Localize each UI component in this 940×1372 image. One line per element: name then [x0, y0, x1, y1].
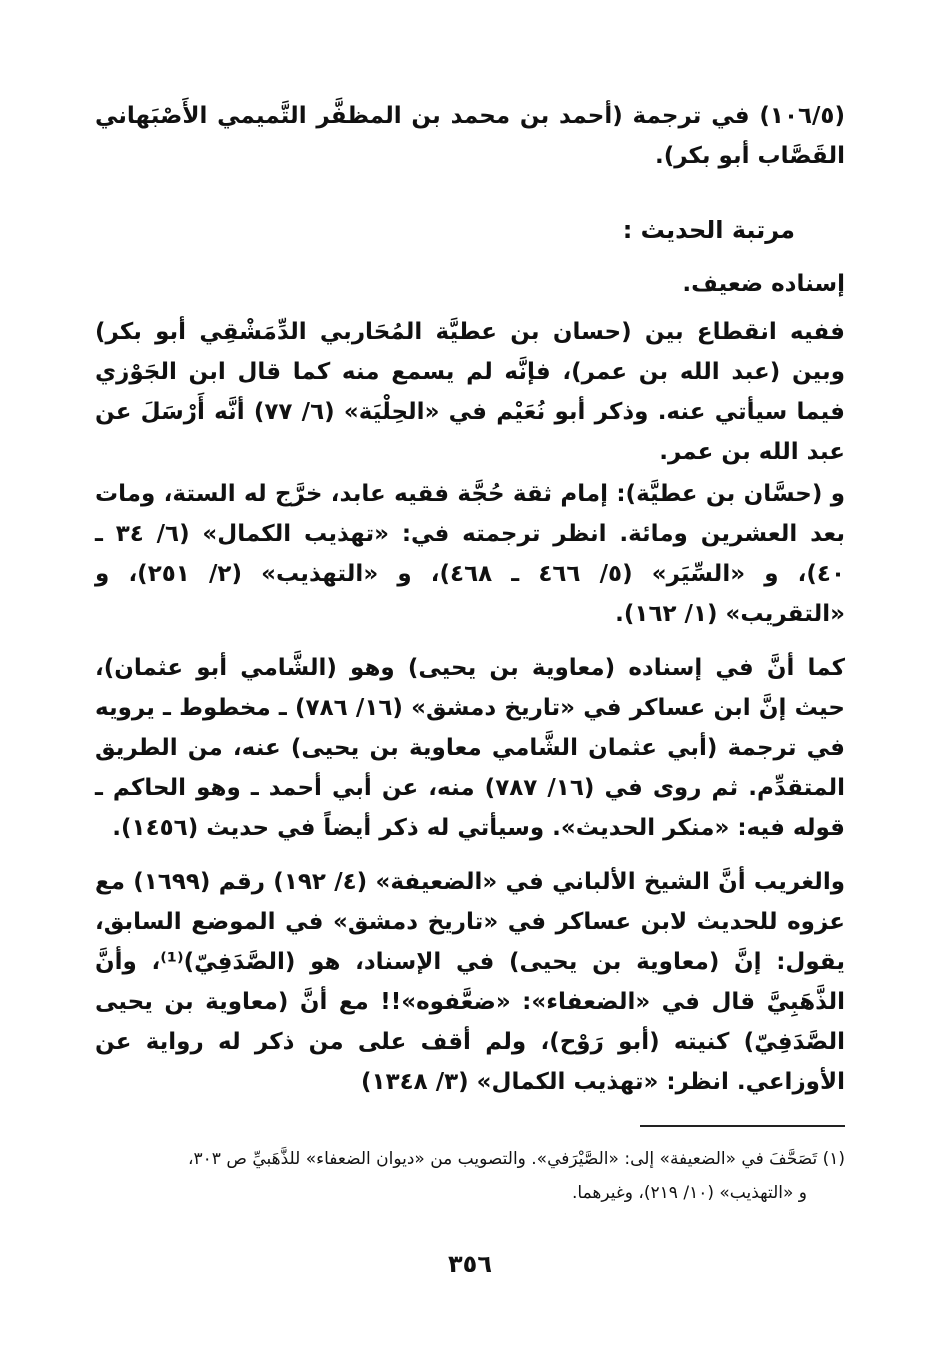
main-text — [95, 96, 845, 1102]
paragraph-inqitaa: ففيه انقطاع بين (حسان بن عطيَّة المُحَاربي الدِّمَشْقِي أبو بكر) وبين (عبد الله بن عمر)، فإنَّه لم يسمع منه كما قال ابن الجَوْزي فيما سيأتي عنه. وذكر أبو نُعَيْم في «الحِلْيَة» (٦/ ٧٧) أنَّه أَرْسَلَ عن عبد الله بن عمر. — [95, 319, 845, 465]
footnote — [95, 1142, 845, 1210]
footnote-line-1: (١) تَصَحَّفَ في «الضعيفة» إلى: «الصَّيْرَفي». والتصويب من «ديوان الضعفاء» للذَّهَبيِّ ص ٣٠٣، — [188, 1149, 845, 1169]
section-heading: مرتبة الحديث : — [622, 216, 795, 244]
intro-paragraph: (١٠٦/٥) في ترجمة (أحمد بن محمد بن المظفَّر التَّميمي الأَصْبَهاني القَصَّاب أبو بكر). — [95, 103, 845, 169]
page-number: ٣٥٦ — [448, 1250, 492, 1278]
paragraph-albani: والغريب أنَّ الشيخ الألباني في «الضعيفة» (٤/ ١٩٢) رقم (١٦٩٩) مع عزوه للحديث لابن عساكر في «تاريخ دمشق» في الموضع السابق، يقول: إنَّ (معاوية بن يحيى) في الإسناد، هو (الصَّدَفِيّ)⁽¹⁾، وأنَّ الذَّهَبِيَّ قال في «الضعفاء»: «ضعَّفوه»!! مع أنَّ (معاوية بن يحيى الصَّدَفِيّ) كنيته (أبو رَوْح)، ولم أقف على من ذكر له رواية عن الأوزاعي. انظر: «تهذيب الكمال» (٣/ ١٣٤٨) — [95, 869, 845, 1095]
paragraph-hassan: و (حسَّان بن عطيَّة): إمام ثقة حُجَّة فقيه عابد، خرَّج له الستة، ومات بعد العشرين ومائة. انظر ترجمته في: «تهذيب الكمال» (٦/ ٣٤ ـ ٤٠)، و «السِّيَر» (٥/ ٤٦٦ ـ ٤٦٨)، و «التهذيب» (٢/ ٢٥١)، و «التقريب» (١/ ١٦٢). — [95, 481, 845, 627]
paragraph-muawiya: كما أنَّ في إسناده (معاوية بن يحيى) وهو (الشَّامي أبو عثمان)، حيث إنَّ ابن عساكر في «تاريخ دمشق» (١٦/ ٧٨٦) ـ مخطوط ـ يرويه في ترجمة (أبي عثمان الشَّامي معاوية بن يحيى) عنه، من الطريق المتقدِّم. ثم روى في (١٦/ ٧٨٧) منه، عن أبي أحمد ـ وهو الحاكم ـ قوله فيه: «منكر الحديث». وسيأتي له ذكر أيضاً في حديث (١٤٥٦). — [95, 655, 846, 841]
footnote-divider — [640, 1125, 845, 1127]
verdict-line: إسناده ضعيف. — [682, 271, 845, 297]
footnote-line-2: و «التهذيب» (١٠/ ٢١٩)، وغيرهما. — [572, 1183, 807, 1203]
